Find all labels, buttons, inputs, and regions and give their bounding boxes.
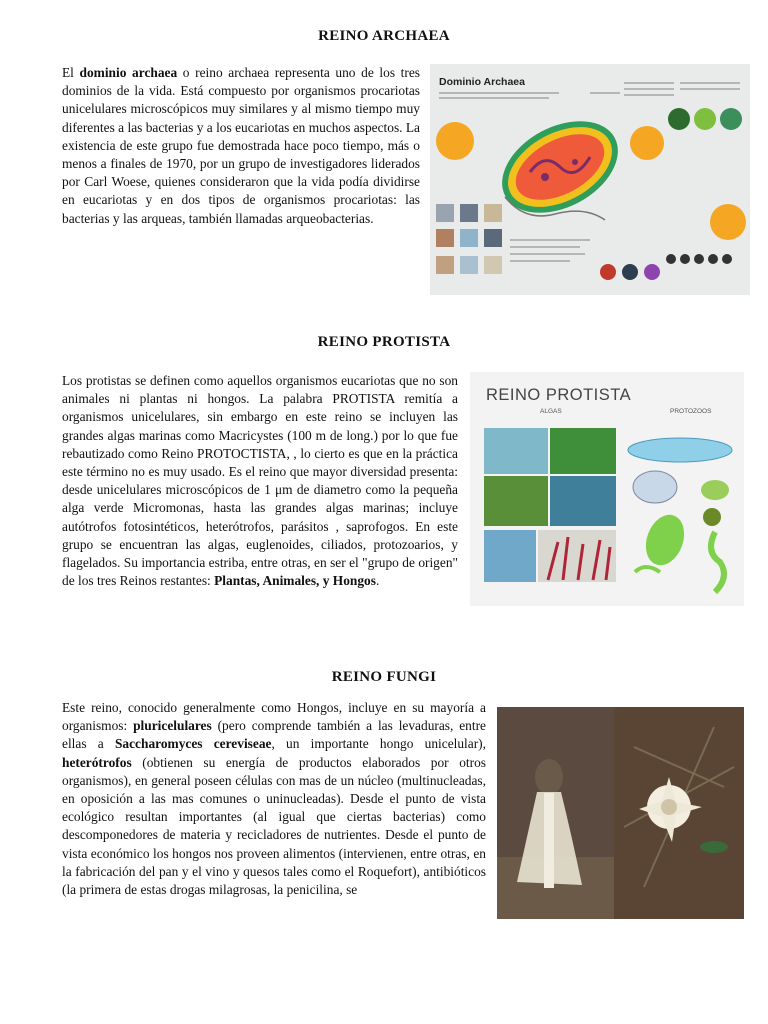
fungi-text-1: Este reino, conocido generalmente como Hongos, incluye en su mayoría a organismos: (62, 700, 486, 734)
archaea-body: o reino archaea representa uno de los tres dominios de la vida. Está compuesto por organismos procariotas unicelulares microscópicos muy similares y al mismo tiempo muy diferentes a las bacterias y a los eucariotas en muchos aspectos. La existencia de este grupo fue demostrada hace poco tiempo, más o menos a finales de 1970, por un grupo de investigadores liderados por Carl Woese, quienes consideraron que la vida podía dividirse en eucariotas y en dos tipos de organismos procariotas: las bacterias y las arqueas, también llamadas arqueobacterias. (62, 65, 420, 226)
mushroom-veil-icon (497, 707, 615, 919)
fungi-text-4: (obtienen su energía de productos elaborados por otros organismos), en general poseen células con mas de un núcleo (multinucleadas, en oposición a las mas comunes o uninucleadas). Desde el punto de vista ecológico resultan importantes (al igual que ciertas bacterias) como descomponedores de materia y recicladores de nutrientes. Desde el punto de vista económico los hongos nos proveen alimentos (intervienen, entre otras, en la fabricación del pan y el vino y quesos tales como el Roquefort), antibióticos (la primera de estas drogas milagrosas, la penicilina, se (62, 754, 486, 898)
protista-poster (470, 372, 744, 606)
archaea-figure-title: Dominio Archaea (439, 76, 525, 88)
fungi-photo-earthstar (614, 707, 744, 919)
fungi-paragraph (62, 699, 486, 899)
section-title-fungi: REINO FUNGI (331, 669, 437, 685)
protozoa-icon (620, 422, 744, 602)
section-title-archaea: REINO ARCHAEA (318, 28, 450, 44)
protista-end: . (375, 573, 380, 589)
fungi-bold-heterotrofos: heterótrofos (62, 754, 132, 770)
archaea-paragraph (62, 64, 420, 228)
red-algae-icon (538, 532, 616, 582)
archaea-term: dominio archaea (79, 65, 178, 80)
archaea-intro: El (62, 65, 80, 80)
earthstar-icon (614, 707, 744, 919)
fungi-text-2: (pero comprende también a las levaduras, entre ellas a (62, 718, 486, 752)
protozoos-label: PROTOZOOS (670, 408, 712, 415)
archaea-cell-icon (485, 102, 635, 232)
fungi-bold-pluricelulares: pluricelulares (133, 718, 212, 734)
section-title-protista: REINO PROTISTA (317, 334, 451, 350)
protista-figure-title: REINO PROTISTA (486, 386, 632, 404)
fungi-bold-saccharomyces: Saccharomyces cereviseae (114, 736, 272, 752)
protista-body: Los protistas se definen como aquellos organismos eucariotas que no son animales ni plantas ni hongos. La palabra PROTISTA remitía a organismos unicelulares, sin embargo en este reino se incluyen las grandes algas marinas como Macricystes (100 m de long.) por lo que fue rebautizado como Reino PROTOCTISTA, , lo cierto es que en la práctica este término no es muy usado. Es el reino que mayor diversidad presenta: desde unicelulares microscópicos de 1 μm de diametro como la pequeña alga verde Micromonas, hasta las grandes algas marinas; incluye autótrofos fotosintéticos, heterótrofos, parásitos , saprofogos. En este grupo se encuentran las algas, euglenoides, ciliados, protozoarios, y flagelados. Su importancia estriba, entre otras, en ser el "grupo de origen" de los tres Reinos restantes: (62, 373, 458, 589)
archaea-infographic (430, 64, 750, 295)
protista-paragraph (62, 372, 458, 590)
algas-label: ALGAS (540, 408, 562, 415)
protista-bold-end: Plantas, Animales, y Hongos (214, 573, 376, 589)
fungi-photo-stinkhorn (497, 707, 615, 919)
fungi-text-3: , un importante hongo unicelular), (271, 736, 486, 752)
